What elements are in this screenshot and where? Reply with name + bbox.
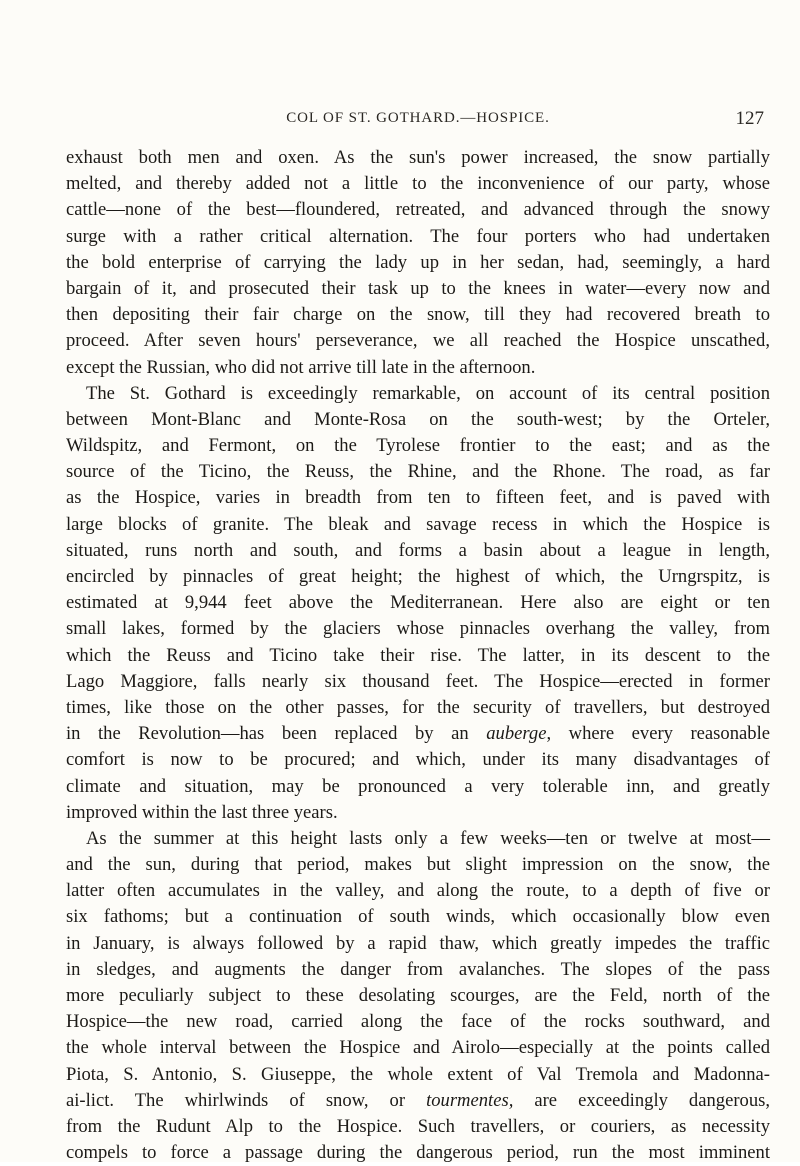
text-line: The St. Gothard is exceedingly remarkable, on account of its central position bbox=[86, 382, 770, 404]
text-line: compels to force a passage during the dangerous period, run the most imminent bbox=[66, 1142, 770, 1164]
text-line: cattle—none of the best—floundered, retreated, and advanced through the snowy bbox=[66, 199, 770, 221]
text-line: times, like those on the other passes, for the security of travellers, but destroyed bbox=[66, 696, 770, 718]
text-line: proceed. After seven hours' perseverance, we all reached the Hospice unscathed, bbox=[66, 330, 770, 352]
text-line: improved within the last three years. bbox=[66, 801, 338, 823]
text-line: bargain of it, and prosecuted their task up to the knees in water—every now and bbox=[66, 277, 770, 299]
text-segment: are exceedingly dangerous, bbox=[513, 1089, 770, 1111]
text-line: six fathoms; but a continuation of south winds, which occasionally blow even bbox=[66, 906, 770, 928]
body-text bbox=[66, 145, 770, 1166]
text-line: the whole interval between the Hospice and Airolo—especially at the points called bbox=[66, 1037, 770, 1059]
text-line bbox=[66, 1088, 770, 1114]
text-line: between Mont-Blanc and Monte-Rosa on the south-west; by the Orteler, bbox=[66, 408, 770, 430]
text-segment: in the Revolution—has been replaced by an bbox=[66, 723, 487, 745]
text-line: melted, and thereby added not a little to the inconvenience of our party, whose bbox=[66, 173, 770, 195]
text-line: large blocks of granite. The bleak and savage recess in which the Hospice is bbox=[66, 513, 770, 535]
running-head: COL OF ST. GOTHARD.—HOSPICE. bbox=[286, 110, 550, 126]
text-line: in sledges, and augments the danger from avalanches. The slopes of the pass bbox=[66, 958, 770, 980]
text-line: small lakes, formed by the glaciers whose pinnacles overhang the valley, from bbox=[66, 618, 770, 640]
text-line: then depositing their fair charge on the snow, till they had recovered breath to bbox=[66, 304, 770, 326]
italic-word: auberge bbox=[486, 723, 547, 745]
text-line: As the summer at this height lasts only a few weeks—ten or twelve at most— bbox=[86, 827, 770, 849]
text-line: Lago Maggiore, falls nearly six thousand feet. The Hospice—erected in former bbox=[66, 670, 770, 692]
text-line: from the Rudunt Alp to the Hospice. Such travellers, or couriers, as necessity bbox=[66, 1115, 770, 1137]
text-line bbox=[66, 721, 770, 747]
text-line: surge with a rather critical alternation. The four porters who had undertaken bbox=[66, 225, 770, 247]
text-line: latter often accumulates in the valley, and along the route, to a depth of five or bbox=[66, 880, 770, 902]
text-line: more peculiarly subject to these desolating scourges, are the Feld, north of the bbox=[66, 985, 770, 1006]
text-line: which the Reuss and Ticino take their rise. The latter, in its descent to the bbox=[66, 644, 770, 666]
text-line: Wildspitz, and Fermont, on the Tyrolese frontier to the east; and as the bbox=[66, 435, 770, 457]
text-segment: ai-lict. The whirlwinds of snow, or bbox=[66, 1089, 427, 1111]
text-line: except the Russian, who did not arrive till late in the afternoon. bbox=[66, 356, 536, 378]
text-line: situated, runs north and south, and forms a basin about a league in length, bbox=[66, 539, 770, 561]
page-header bbox=[66, 110, 770, 134]
text-line: in January, is always followed by a rapid thaw, which greatly impedes the traffic bbox=[66, 932, 770, 954]
text-line: source of the Ticino, the Reuss, the Rhine, and the Rhone. The road, as far bbox=[66, 461, 770, 483]
text-line: Piota, S. Antonio, S. Giuseppe, the whole extent of Val Tremola and Madonna- bbox=[66, 1063, 770, 1085]
text-line: Hospice—the new road, carried along the face of the rocks southward, and bbox=[66, 1011, 770, 1033]
page-number: 127 bbox=[735, 108, 764, 129]
text-line: and the sun, during that period, makes but slight impression on the snow, the bbox=[66, 854, 770, 876]
text-line: comfort is now to be procured; and which, under its many disadvantages of bbox=[66, 749, 770, 771]
text-line: encircled by pinnacles of great height; the highest of which, the Urngrspitz, is bbox=[66, 566, 770, 587]
italic-word: tourmentes, bbox=[426, 1089, 514, 1111]
text-line: estimated at 9,944 feet above the Mediterranean. Here also are eight or ten bbox=[66, 592, 770, 614]
text-line: exhaust both men and oxen. As the sun's power increased, the snow partially bbox=[66, 147, 770, 168]
text-segment: , where every reasonable bbox=[546, 723, 770, 745]
text-line: the bold enterprise of carrying the lady up in her sedan, had, seemingly, a hard bbox=[66, 251, 770, 273]
text-line: as the Hospice, varies in breadth from ten to fifteen feet, and is paved with bbox=[66, 487, 770, 509]
text-line: climate and situation, may be pronounced a very tolerable inn, and greatly bbox=[66, 775, 770, 797]
